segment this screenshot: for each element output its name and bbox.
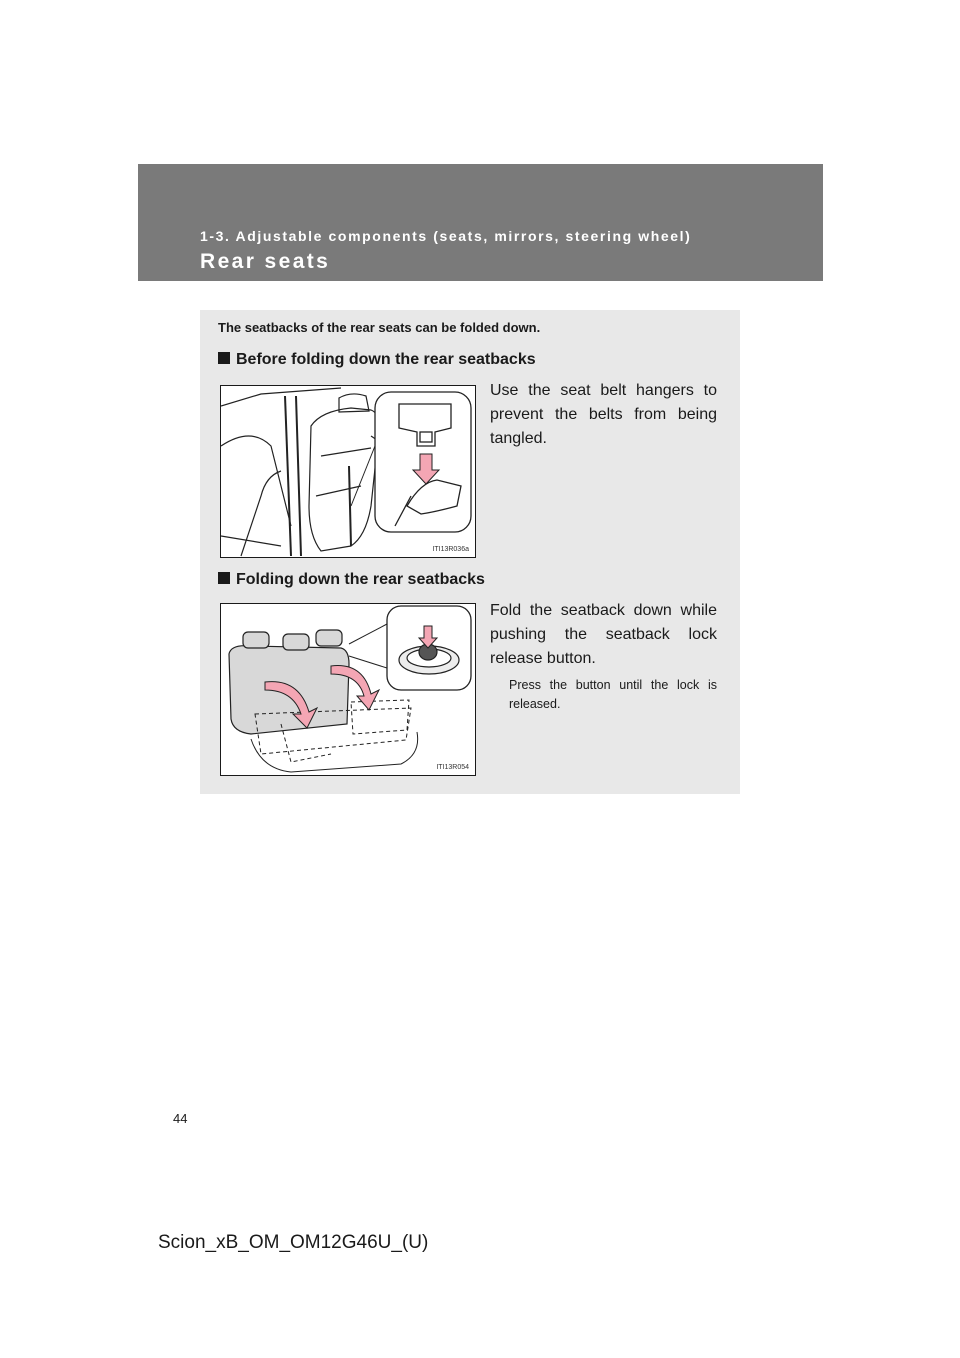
figure-code: ITI13R036a [432,546,469,553]
page-title: Rear seats [200,250,331,273]
section-label: 1-3. Adjustable components (seats, mirrors, steering wheel) [200,228,692,244]
instruction-text: Fold the seatback down while pushing the seatback lock release button. [490,602,717,667]
heading-text: Before folding down the rear seatbacks [236,351,536,368]
page-number: 44 [173,1111,188,1126]
seatback-fold-illustration [220,603,476,776]
note-text: Press the button until the lock is released. [509,678,717,711]
square-bullet-icon [218,572,230,584]
heading-text: Folding down the rear seatbacks [236,571,485,588]
square-bullet-icon [218,352,230,364]
seatback-fold-drawing [221,604,475,775]
seat-belt-hanger-drawing [221,386,475,557]
figure-code: ITI13R054 [436,764,469,771]
instruction-text: Use the seat belt hangers to prevent the belts from being tangled. [490,382,717,447]
seat-belt-hanger-illustration [220,385,476,558]
intro-text: The seatbacks of the rear seats can be folded down. [218,320,541,335]
document-id: Scion_xB_OM_OM12G46U_(U) [158,1232,429,1253]
section-heading-folding-down [218,571,485,589]
section-heading-before-folding [218,351,536,369]
